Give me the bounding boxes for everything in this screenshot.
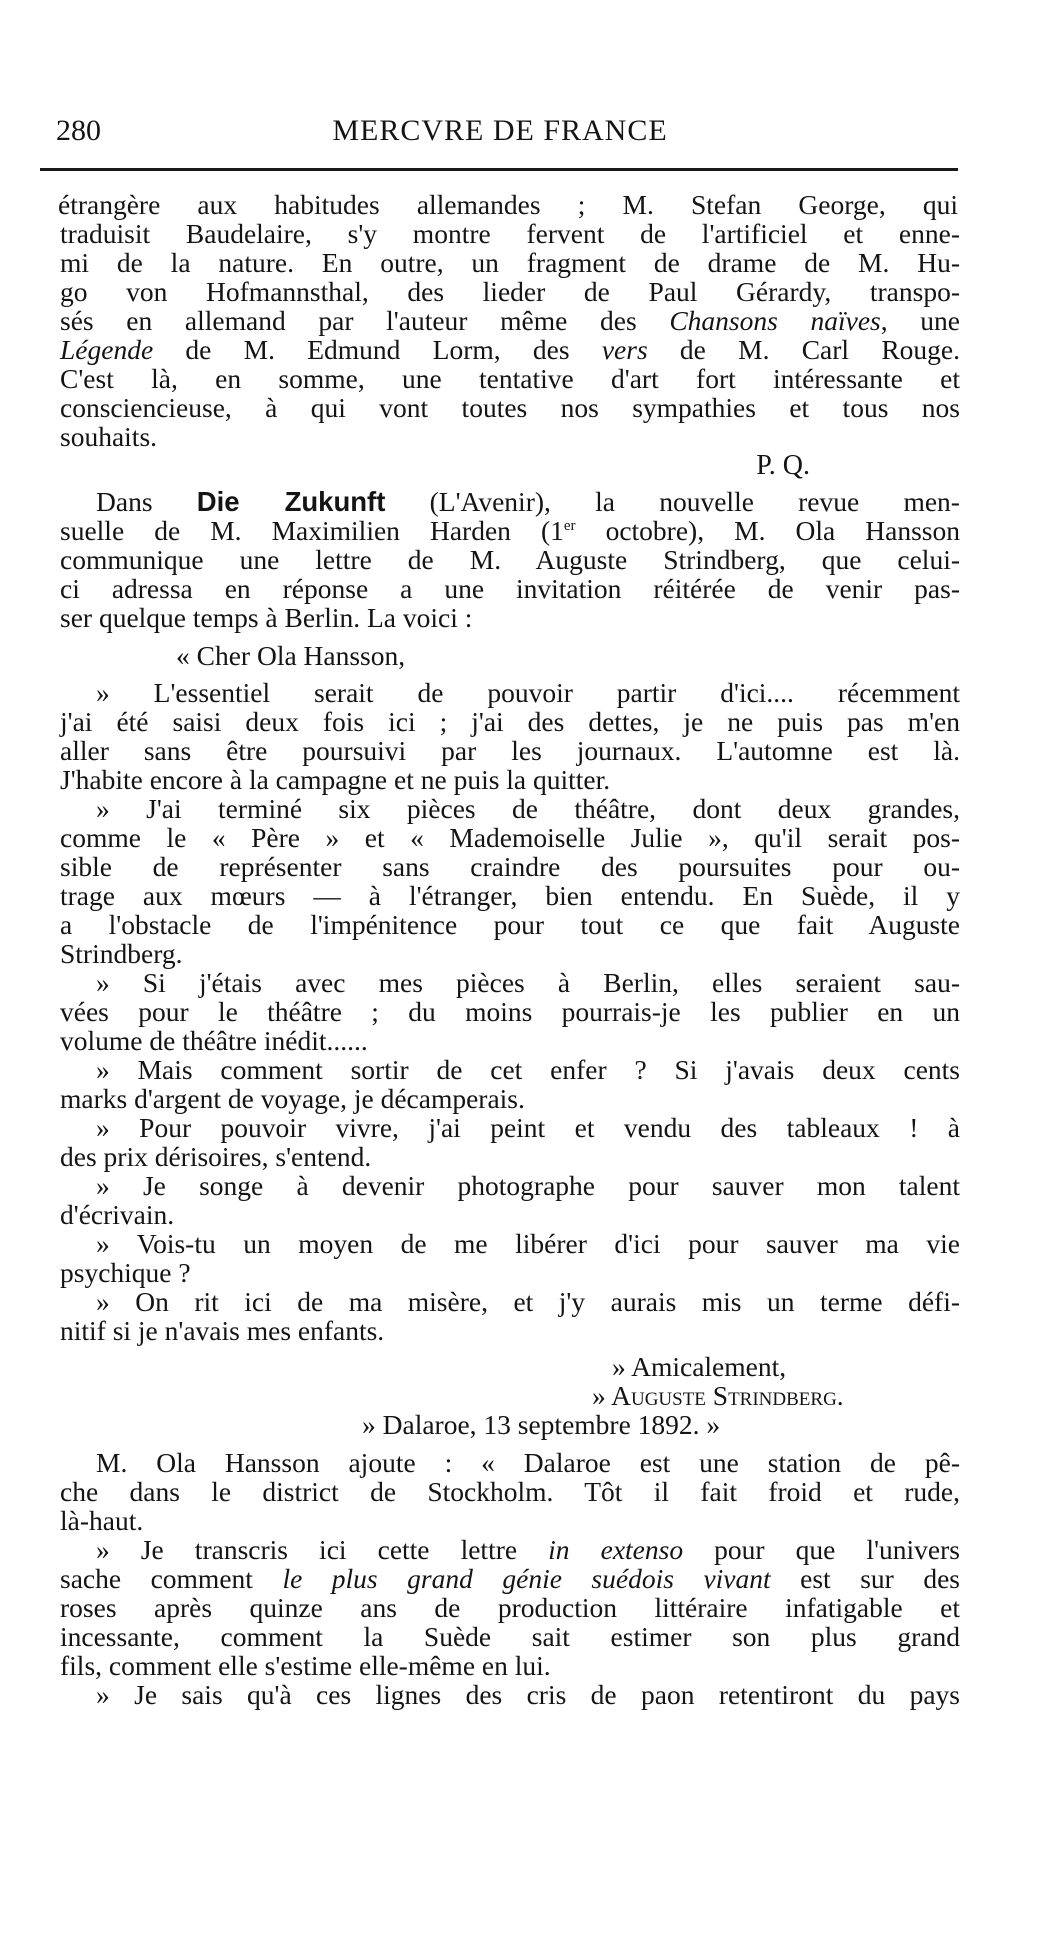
text-span: , une bbox=[880, 305, 961, 336]
letter-line: » J'ai terminé six pièces de théâtre, dont deux grandes, bbox=[96, 793, 960, 824]
letter-line: psychique ? bbox=[60, 1257, 191, 1288]
letter-line: volume de théâtre inédit...... bbox=[60, 1025, 368, 1056]
text-line bbox=[60, 516, 960, 545]
text-span: de M. Carl Rouge. bbox=[647, 334, 960, 365]
italic-phrase: le plus grand génie suédois vivant bbox=[282, 1563, 771, 1594]
letter-line: » Si j'étais avec mes pièces à Berlin, elles seraient sau- bbox=[96, 967, 960, 998]
text-span: octobre), M. Ola Hansson bbox=[575, 515, 960, 546]
text-span: sache comment bbox=[60, 1563, 283, 1594]
text-line: étrangère aux habitudes allemandes ; M. Stefan George, qui bbox=[58, 189, 958, 220]
text-line bbox=[96, 487, 960, 516]
text-span: (L'Avenir), la nouvelle revue men- bbox=[385, 486, 960, 517]
letter-line: » L'essentiel serait de pouvoir partir d'ici.... récemment bbox=[96, 677, 960, 708]
text-line: go von Hofmannsthal, des lieder de Paul Gérardy, transpo- bbox=[60, 276, 960, 307]
superscript: er bbox=[563, 517, 576, 534]
text-line bbox=[60, 335, 960, 364]
text-line: incessante, comment la Suède sait estimer son plus grand bbox=[60, 1621, 960, 1652]
text-span: » Je transcris ici cette lettre bbox=[96, 1534, 549, 1565]
text-span: pour que l'univers bbox=[683, 1534, 960, 1565]
text-span: sés en allemand par l'auteur même des bbox=[60, 305, 670, 336]
text-line: souhaits. bbox=[60, 421, 158, 452]
letter-line: des prix dérisoires, s'entend. bbox=[60, 1141, 372, 1172]
text-line: mi de la nature. En outre, un fragment de drame de M. Hu- bbox=[60, 247, 960, 278]
text-span: Dans bbox=[96, 486, 197, 517]
text-span: est sur des bbox=[770, 1563, 960, 1594]
text-line: ser quelque temps à Berlin. La voici : bbox=[60, 602, 473, 633]
text-line: fils, comment elle s'estime elle-même en lui. bbox=[60, 1650, 551, 1681]
running-title: MERCVRE DE FRANCE bbox=[332, 114, 668, 147]
letter-line: marks d'argent de voyage, je décamperais. bbox=[60, 1083, 525, 1114]
letter-line: d'écrivain. bbox=[60, 1199, 175, 1230]
letter-line: a l'obstacle de l'impénitence pour tout ce que fait Auguste bbox=[60, 909, 960, 940]
letter-line: » On rit ici de ma misère, et j'y aurais mis un terme défi- bbox=[96, 1286, 960, 1317]
letter-line: j'ai été saisi deux fois ici ; j'ai des dettes, je ne puis pas m'en bbox=[60, 706, 960, 737]
italic-title: Légende bbox=[60, 334, 154, 365]
text-line bbox=[60, 306, 960, 335]
italic-title: Chansons naïves bbox=[669, 305, 881, 336]
text-line: che dans le district de Stockholm. Tôt il fait froid et rude, bbox=[60, 1476, 960, 1507]
letter-line: » Pour pouvoir vivre, j'ai peint et vendu des tableaux ! à bbox=[96, 1112, 960, 1143]
letter-salutation: « Cher Ola Hansson, bbox=[176, 640, 406, 671]
italic-word: vers bbox=[601, 334, 648, 365]
text-span: de M. Edmund Lorm, des bbox=[153, 334, 602, 365]
letter-line: Strindberg. bbox=[60, 938, 183, 969]
letter-line: sible de représenter sans craindre des poursuites pour ou- bbox=[60, 851, 960, 882]
letter-line: nitif si je n'avais mes enfants. bbox=[60, 1315, 385, 1346]
letter-line: » Je songe à devenir photographe pour sauver mon talent bbox=[96, 1170, 960, 1201]
text-line: » Je sais qu'à ces lignes des cris de paon retentiront du pays bbox=[96, 1679, 960, 1710]
page-header bbox=[40, 110, 960, 154]
letter-line: » Mais comment sortir de cet enfer ? Si j'avais deux cents bbox=[96, 1054, 960, 1085]
letter-closing: » Amicalement, bbox=[612, 1351, 787, 1382]
signature-pq: P. Q. bbox=[756, 450, 810, 481]
letter-line: » Vois-tu un moyen de me libérer d'ici pour sauver ma vie bbox=[96, 1228, 960, 1259]
letter-line: aller sans être poursuivi par les journaux. L'automne est là. bbox=[60, 735, 960, 766]
letter-signature: » Auguste Strindberg. bbox=[592, 1380, 844, 1411]
page-number: 280 bbox=[56, 114, 101, 147]
text-line: M. Ola Hansson ajoute : « Dalaroe est une station de pê- bbox=[96, 1447, 960, 1478]
text-line: communique une lettre de M. Auguste Strindberg, que celui- bbox=[60, 544, 960, 575]
letter-line: J'habite encore à la campagne et ne puis la quitter. bbox=[60, 764, 611, 795]
journal-name: Die Zukunft bbox=[196, 486, 386, 517]
italic-phrase: in extenso bbox=[548, 1534, 684, 1565]
letter-line: trage aux mœurs — à l'étranger, bien entendu. En Suède, il y bbox=[60, 880, 960, 911]
text-line: ci adressa en réponse a une invitation réitérée de venir pas- bbox=[60, 573, 960, 604]
letter-line: comme le « Père » et « Mademoiselle Julie », qu'il serait pos- bbox=[60, 822, 960, 853]
text-line: roses après quinze ans de production littéraire infatigable et bbox=[60, 1592, 960, 1623]
text-line: là-haut. bbox=[60, 1505, 144, 1536]
text-line bbox=[60, 1564, 960, 1593]
letter-date-place: » Dalaroe, 13 septembre 1892. » bbox=[362, 1409, 721, 1440]
text-span: suelle de M. Maximilien Harden (1 bbox=[60, 515, 564, 546]
letter-line: vées pour le théâtre ; du moins pourrais-je les publier en un bbox=[60, 996, 960, 1027]
text-line: consciencieuse, à qui vont toutes nos sympathies et tous nos bbox=[60, 392, 960, 423]
text-line bbox=[96, 1535, 960, 1564]
header-rule bbox=[40, 168, 958, 171]
text-line: C'est là, en somme, une tentative d'art fort intéressante et bbox=[60, 363, 960, 394]
text-line: traduisit Baudelaire, s'y montre fervent de l'artificiel et enne- bbox=[60, 218, 960, 249]
